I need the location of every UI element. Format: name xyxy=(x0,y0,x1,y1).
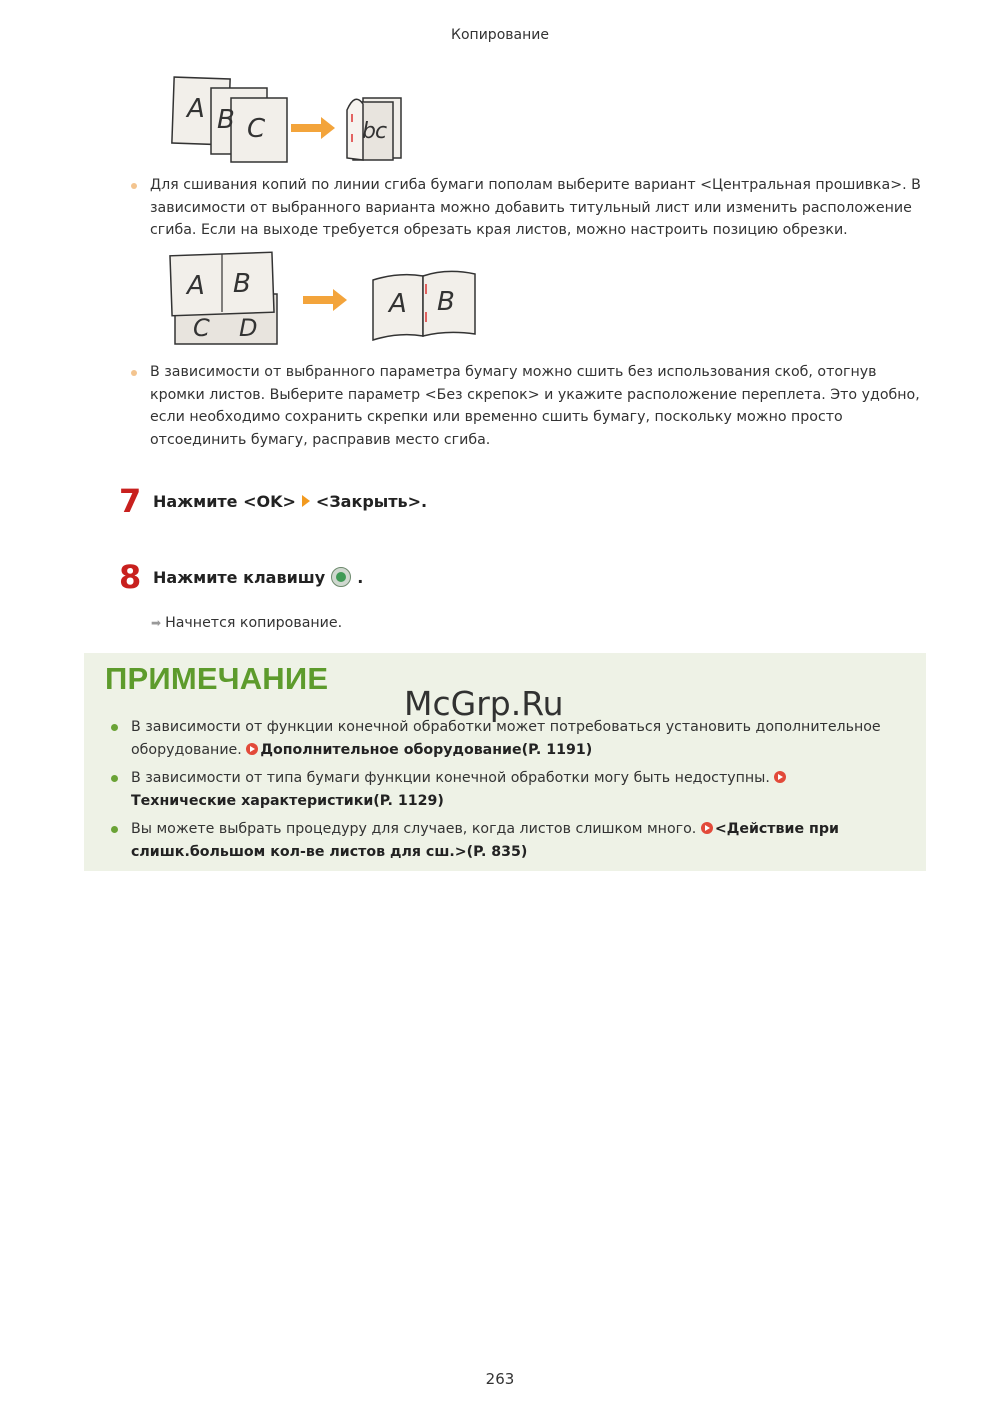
letter-a2: A xyxy=(187,271,205,301)
staple-illustration xyxy=(165,74,410,166)
note-item-text: В зависимости от типа бумаги функции конечной обработки могу быть недоступны. xyxy=(131,770,770,786)
letter-c: C xyxy=(247,114,266,144)
note-item-text: В зависимости от функции конечной обработки может потребоваться установить дополнительное оборудование. xyxy=(131,719,881,758)
arrow-icon xyxy=(291,117,335,139)
step-number: 8 xyxy=(119,558,142,596)
step-8 xyxy=(119,558,363,596)
letter-c2: C xyxy=(193,314,210,342)
bullet-staple-free xyxy=(131,361,921,451)
note-item-link[interactable]: Технические характеристики(P. 1129) xyxy=(131,792,444,809)
sheet-before xyxy=(170,252,277,344)
arrow-right-icon xyxy=(302,495,310,507)
letter-b-after: b xyxy=(362,119,376,144)
note-item-text: Вы можете выбрать процедуру для случаев, когда листов слишком много. xyxy=(131,821,697,837)
bullet-saddle-stitch xyxy=(131,174,921,242)
page-header: Копирование xyxy=(451,27,549,43)
letter-b2: B xyxy=(233,269,251,299)
result-arrow-icon: ➡ xyxy=(151,616,162,630)
watermark: McGrp.Ru xyxy=(404,684,564,723)
bullet-text: В зависимости от выбранного параметра бумагу можно сшить без использования скоб, отогнув кромки листов. Выберите параметр <Без скрепок> и укажите расположение переплета. Это удобно, если необходимо сохранить скрепки или временно сшить бумагу, поскольку можно просто отсоединить бумагу, расправив место сгиба. xyxy=(150,364,920,448)
result-text: Начнется копирование. xyxy=(165,615,343,631)
step-text-part-b: . xyxy=(357,567,364,587)
link-icon xyxy=(701,822,713,834)
bullet-dot xyxy=(111,826,118,833)
note-item xyxy=(111,818,891,863)
letter-b: B xyxy=(217,105,235,135)
bullet-dot xyxy=(131,183,137,189)
note-item-link[interactable]: <Действие при слишк.большом кол-ве листов для сш.>(P. 835) xyxy=(131,821,839,860)
step-text-part-a: Нажмите <OK> xyxy=(153,491,296,511)
letter-a3: A xyxy=(389,289,407,319)
step-text-part-a: Нажмите клавишу xyxy=(153,567,326,587)
page-stack-before xyxy=(172,77,287,162)
bullet-dot xyxy=(111,775,118,782)
note-title: ПРИМЕЧАНИЕ xyxy=(105,661,329,696)
step-text-part-b: <Закрыть>. xyxy=(315,491,428,511)
step-instruction xyxy=(153,567,363,587)
step-instruction xyxy=(153,492,427,511)
link-icon xyxy=(774,771,786,783)
page-stack-after xyxy=(347,98,401,160)
bullet-dot xyxy=(111,724,118,731)
bullet-text: Для сшивания копий по линии сгиба бумаги пополам выберите вариант <Центральная прошивка>. В зависимости от выбранного варианта можно добавить титульный лист или изменить расположение сгиба. Если на выходе требуется обрезать края листов, можно настроить позицию обрезки. xyxy=(150,177,921,239)
step-result xyxy=(151,615,342,631)
link-icon xyxy=(246,743,258,755)
step-number: 7 xyxy=(119,482,142,520)
saddle-stitch-illustration xyxy=(165,250,485,348)
note-item xyxy=(111,767,891,812)
step-7 xyxy=(119,482,427,520)
letter-d2: D xyxy=(239,314,258,342)
letter-b3: B xyxy=(437,287,455,317)
letter-a: A xyxy=(187,94,205,124)
page-number: 263 xyxy=(485,1370,515,1388)
start-key-icon xyxy=(331,567,351,587)
arrow-icon xyxy=(303,289,347,311)
note-item-link[interactable]: Дополнительное оборудование(P. 1191) xyxy=(260,741,593,758)
bullet-dot xyxy=(131,370,137,376)
letter-c-after: c xyxy=(375,119,388,144)
booklet-after xyxy=(373,271,475,340)
